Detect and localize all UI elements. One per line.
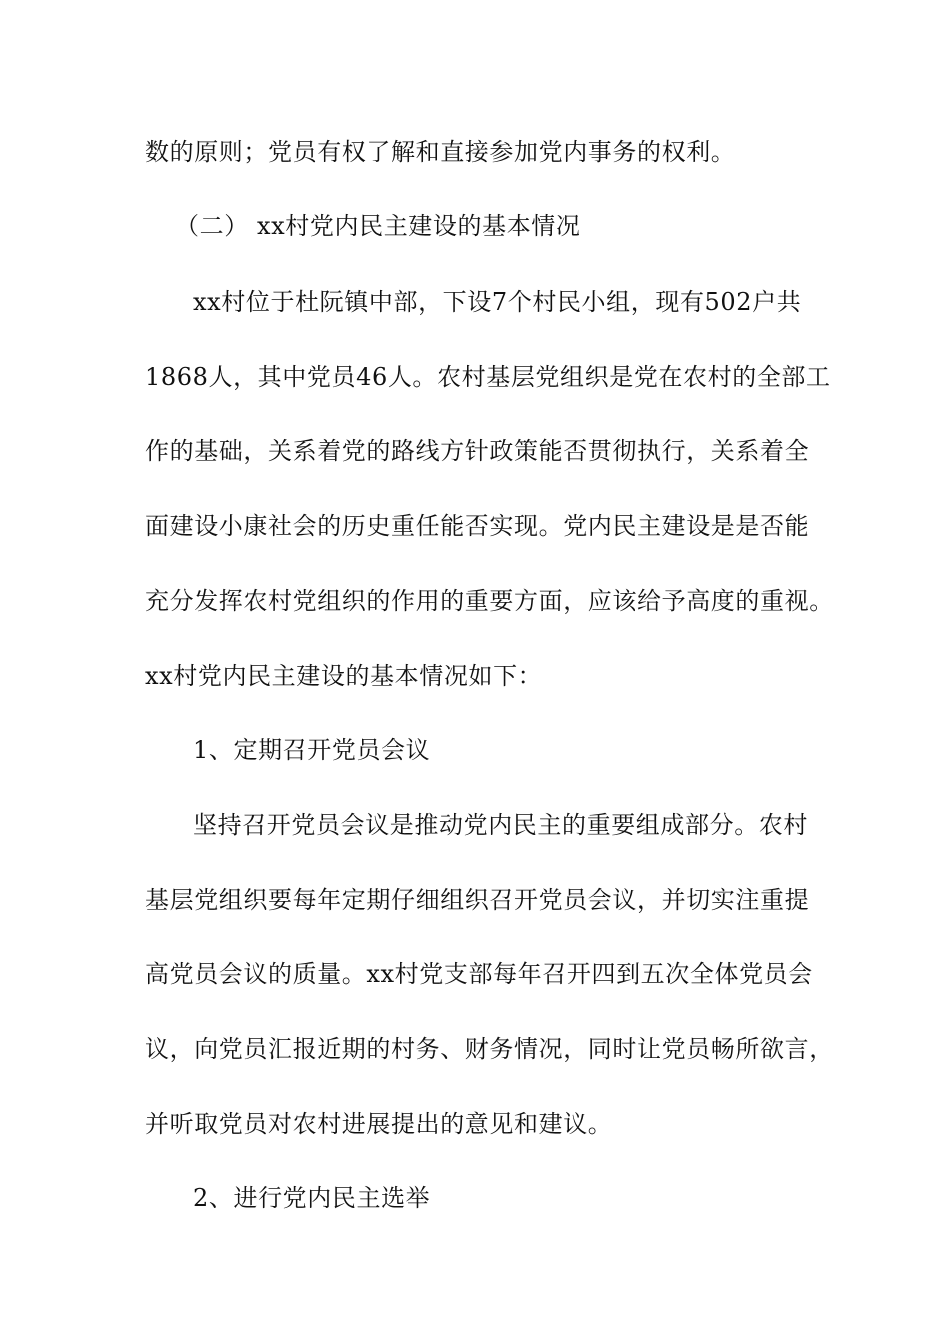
paragraph-line: 作的基础，关系着党的路线方针政策能否贯彻执行，关系着全 [145, 437, 810, 465]
paragraph-line: 并听取党员对农村进展提出的意见和建议。 [145, 1110, 613, 1138]
paragraph-line: 面建设小康社会的历史重任能否实现。党内民主建设是是否能 [145, 512, 810, 540]
paragraph-line: 基层党组织要每年定期仔细组织召开党员会议，并切实注重提 [145, 886, 810, 914]
paragraph-line: 数的原则；党员有权了解和直接参加党内事务的权利。 [145, 138, 736, 166]
paragraph-line: xx村位于杜阮镇中部，下设7个村民小组，现有502户共 [193, 288, 802, 316]
paragraph-line: 充分发挥农村党组织的作用的重要方面，应该给予高度的重视。 [145, 587, 834, 615]
paragraph-line: 议，向党员汇报近期的村务、财务情况，同时让党员畅所欲言， [145, 1035, 834, 1063]
subsection-heading: 2、进行党内民主选举 [193, 1184, 431, 1212]
paragraph-line: 1868人，其中党员46人。农村基层党组织是党在农村的全部工 [145, 363, 831, 391]
section-heading: （二） xx村党内民主建设的基本情况 [175, 212, 581, 240]
paragraph-line: 坚持召开党员会议是推动党内民主的重要组成部分。农村 [193, 811, 808, 839]
paragraph-line: xx村党内民主建设的基本情况如下： [145, 662, 543, 690]
paragraph-line: 高党员会议的质量。xx村党支部每年召开四到五次全体党员会 [145, 960, 813, 988]
subsection-heading: 1、定期召开党员会议 [193, 736, 431, 764]
